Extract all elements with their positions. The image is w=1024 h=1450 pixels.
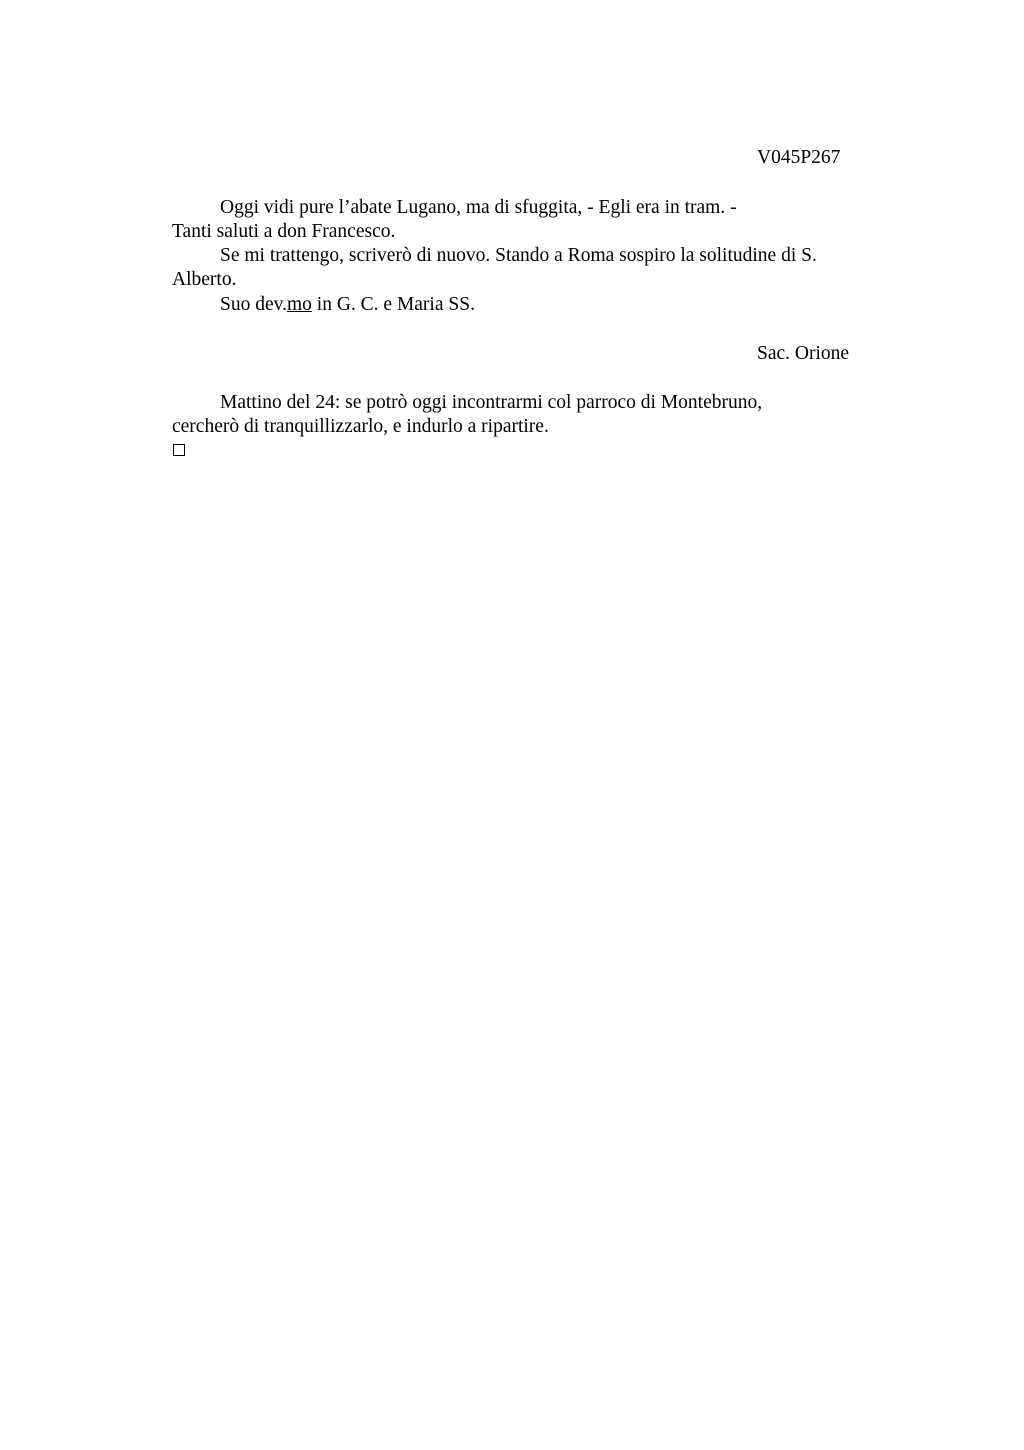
closing-abbreviation: mo [286,294,312,315]
letter-line-4: Alberto. [172,269,237,290]
postscript-line-1: Mattino del 24: se potrò oggi incontrarmi col parroco di Montebruno, [220,392,763,413]
page-reference: V045P267 [757,147,841,168]
letter-line-3: Se mi trattengo, scriverò di nuovo. Stando a Roma sospiro la solitudine di S. [220,245,817,266]
postscript-line-2: cercherò di tranquillizzarlo, e indurlo a ripartire. [172,416,549,437]
closing-prefix: Suo dev. [220,294,287,315]
closing-suffix: in G. C. e Maria SS. [311,294,475,315]
closing-line [220,293,475,317]
letter-line-1: Oggi vidi pure l’abate Lugano, ma di sfuggita, - Egli era in tram. - [220,197,737,218]
signature: Sac. Orione [757,343,850,364]
letter-line-2: Tanti saluti a don Francesco. [172,221,396,242]
empty-square-icon [173,444,185,456]
